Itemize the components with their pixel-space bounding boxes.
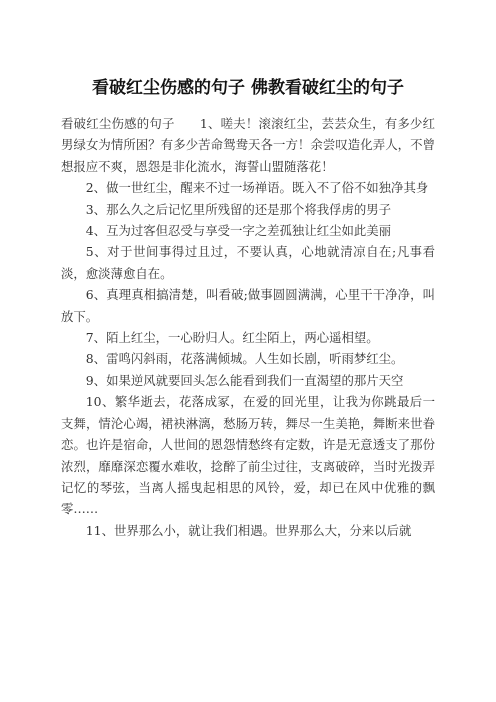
document-body (61, 113, 435, 541)
paragraph-6: 6、真理真相搞清楚，叫看破;做事圆圆满满，心里干干净净，叫放下。 (61, 287, 435, 324)
paragraph-10: 10、繁华逝去，花落成冢，在爱的回光里，让我为你跳最后一支舞，情沦心竭，裙袂淋漓，愁肠万转，舞尽一生美艳，舞断来世眷恋。也许是宿命，人世间的恩怨情愁终有定数，许是无意透支了那份浓烈，靡靡深恋覆水难收，捻醉了前尘过往，支离破碎，当时光拨弄记忆的琴弦，当离人摇曳起相思的风铃，爱，却已在风中优雅的飘零…… (61, 394, 435, 517)
document-title: 看破红尘伤感的句子 佛教看破红尘的句子 (92, 78, 404, 98)
paragraph-intro: 看破红尘伤感的句子 1、嗟夫！滚滚红尘，芸芸众生，有多少红男绿女为情所困？有多少苦命鸳鸯天各一方！余尝叹造化弄人，不曾想报应不爽，恩怨是非化流水，海誓山盟随落花！ (61, 116, 435, 174)
paragraph-7: 7、陌上红尘，一心盼归人。红尘陌上，两心遥相望。 (85, 330, 379, 346)
paragraph-4: 4、互为过客但忍受与享受一字之差孤独让红尘如此美丽 (85, 223, 392, 239)
paragraph-11: 11、世界那么小，就让我们相遇。世界那么大，分来以后就 (85, 522, 412, 538)
paragraph-3: 3、那么久之后记忆里所残留的还是那个将我俘虏的男子 (85, 201, 392, 217)
paragraph-8: 8、雷鸣闪斜雨，花落满倾城。人生如长剧，听雨梦红尘。 (85, 351, 404, 367)
paragraph-5: 5、对于世间事得过且过，不要认真，心地就清凉自在;凡事看淡，愈淡薄愈自在。 (61, 244, 435, 281)
paragraph-2: 2、做一世红尘，醒来不过一场禅语。既入不了俗不如独净其身 (85, 180, 429, 196)
paragraph-9: 9、如果逆风就要回头怎么能看到我们一直渴望的那片天空 (85, 372, 404, 388)
